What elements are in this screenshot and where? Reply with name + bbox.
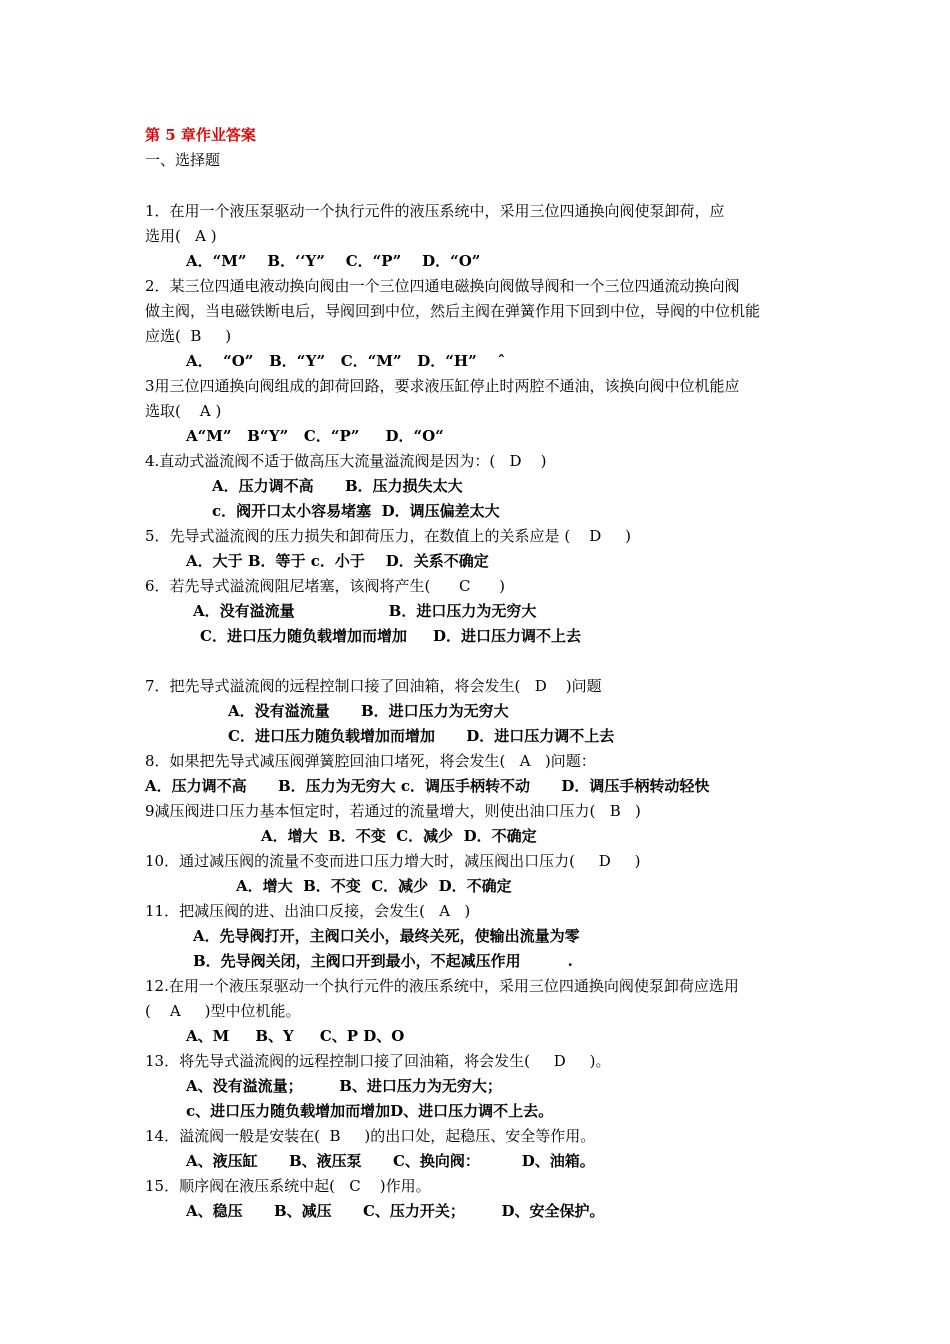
question-12-line-2: ( A )型中位机能。: [145, 1002, 301, 1020]
question-1-options: A．“M” B．‘‘Y” C．“P” D．“O”: [186, 252, 481, 270]
question-12-line-1: 12.在用一个液压泵驱动一个执行元件的液压系统中，采用三位四通换向阀使泵卸荷应选用: [145, 977, 739, 995]
question-12-options: A、M B、Y C、P D、O: [186, 1027, 405, 1045]
question-6-options-2: C．进口压力随负载增加而增加 D．进口压力调不上去: [200, 627, 582, 645]
question-6-line-1: 6．若先导式溢流阀阻尼堵塞，该阀将产生( C ): [145, 577, 505, 595]
question-3-line-1: 3用三位四通换向阀组成的卸荷回路，要求液压缸停止时两腔不通油，该换向阀中位机能应: [145, 377, 740, 395]
question-7-options-1: A．没有溢流量 B．进口压力为无穷大: [228, 702, 509, 720]
question-15-options: A、稳压 B、减压 C、压力开关； D、安全保护。: [186, 1202, 605, 1220]
question-2-options: A． “O” B．“Y” C．“M” D．“H” ˆ: [186, 352, 506, 370]
question-11-option-b: B．先导阀关闭，主阀口开到最小，不起减压作用 .: [193, 952, 573, 970]
section-heading: 一、选择题: [145, 151, 221, 169]
question-2-line-3: 应选( B ): [145, 327, 232, 345]
question-5-line-1: 5．先导式溢流阀的压力损失和卸荷压力，在数值上的关系应是 ( D ): [145, 527, 631, 545]
question-11-option-a: A．先导阀打开，主阀口关小，最终关死，使输出流量为零: [193, 927, 580, 945]
question-4-options-1: A．压力调不高 B．压力损失太大: [212, 477, 463, 495]
question-4-options-2: c．阀开口太小容易堵塞 D．调压偏差太大: [212, 502, 500, 520]
question-14-options: A、液压缸 B、液压泵 C、换向阀： D、油箱。: [186, 1152, 595, 1170]
question-10-options: A．增大 B．不变 C．减少 D．不确定: [236, 877, 512, 895]
question-11-line-1: 11．把减压阀的进、出油口反接，会发生( A ): [145, 902, 471, 920]
question-9-line-1: 9减压阀进口压力基本恒定时，若通过的流量增大，则使出油口压力( B ): [145, 802, 641, 820]
question-1-line-2: 选用( A ): [145, 227, 217, 245]
question-3-line-2: 选取( A ): [145, 402, 222, 420]
question-15-line-1: 15．顺序阀在液压系统中起( C )作用。: [145, 1177, 431, 1195]
question-13-line-1: 13．将先导式溢流阀的远程控制口接了回油箱，将会发生( D )。: [145, 1052, 611, 1070]
question-6-options-1: A．没有溢流量 B．进口压力为无穷大: [193, 602, 537, 620]
question-7-line-1: 7．把先导式溢流阀的远程控制口接了回油箱，将会发生( D )问题: [145, 677, 602, 695]
question-9-options: A．增大 B．不变 C．减少 D．不确定: [261, 827, 537, 845]
doc-title: 第 5 章作业答案: [145, 126, 256, 144]
question-8-options: A．压力调不高 B．压力为无穷大 c．调压手柄转不动 D．调压手柄转动轻快: [145, 777, 710, 795]
question-13-options-1: A、没有溢流量； B、进口压力为无穷大；: [186, 1077, 502, 1095]
question-1-line-1: 1．在用一个液压泵驱动一个执行元件的液压系统中，采用三位四通换向阀使泵卸荷，应: [145, 202, 725, 220]
question-4-line-1: 4.直动式溢流阀不适于做高压大流量溢流阀是因为：( D ): [145, 452, 547, 470]
question-13-options-2: c、进口压力随负载增加而增加D、进口压力调不上去。: [186, 1102, 554, 1120]
question-3-options: A“M” B“Y” C．“P” D．“O“: [186, 427, 444, 445]
question-8-line-1: 8．如果把先导式减压阀弹簧腔回油口堵死，将会发生( A )问题：: [145, 752, 596, 770]
question-7-options-2: C．进口压力随负载增加而增加 D．进口压力调不上去: [228, 727, 615, 745]
question-5-options: A．大于 B．等于 c．小于 D．关系不确定: [186, 552, 489, 570]
question-14-line-1: 14．溢流阀一般是安装在( B )的出口处，起稳压、安全等作用。: [145, 1127, 596, 1145]
question-2-line-1: 2．某三位四通电液动换向阀由一个三位四通电磁换向阀做导阀和一个三位四通流动换向阀: [145, 277, 740, 295]
question-2-line-2: 做主阀，当电磁铁断电后，导阀回到中位，然后主阀在弹簧作用下回到中位，导阀的中位机能: [145, 302, 761, 320]
question-10-line-1: 10．通过减压阀的流量不变而进口压力增大时，减压阀出口压力( D ): [145, 852, 641, 870]
